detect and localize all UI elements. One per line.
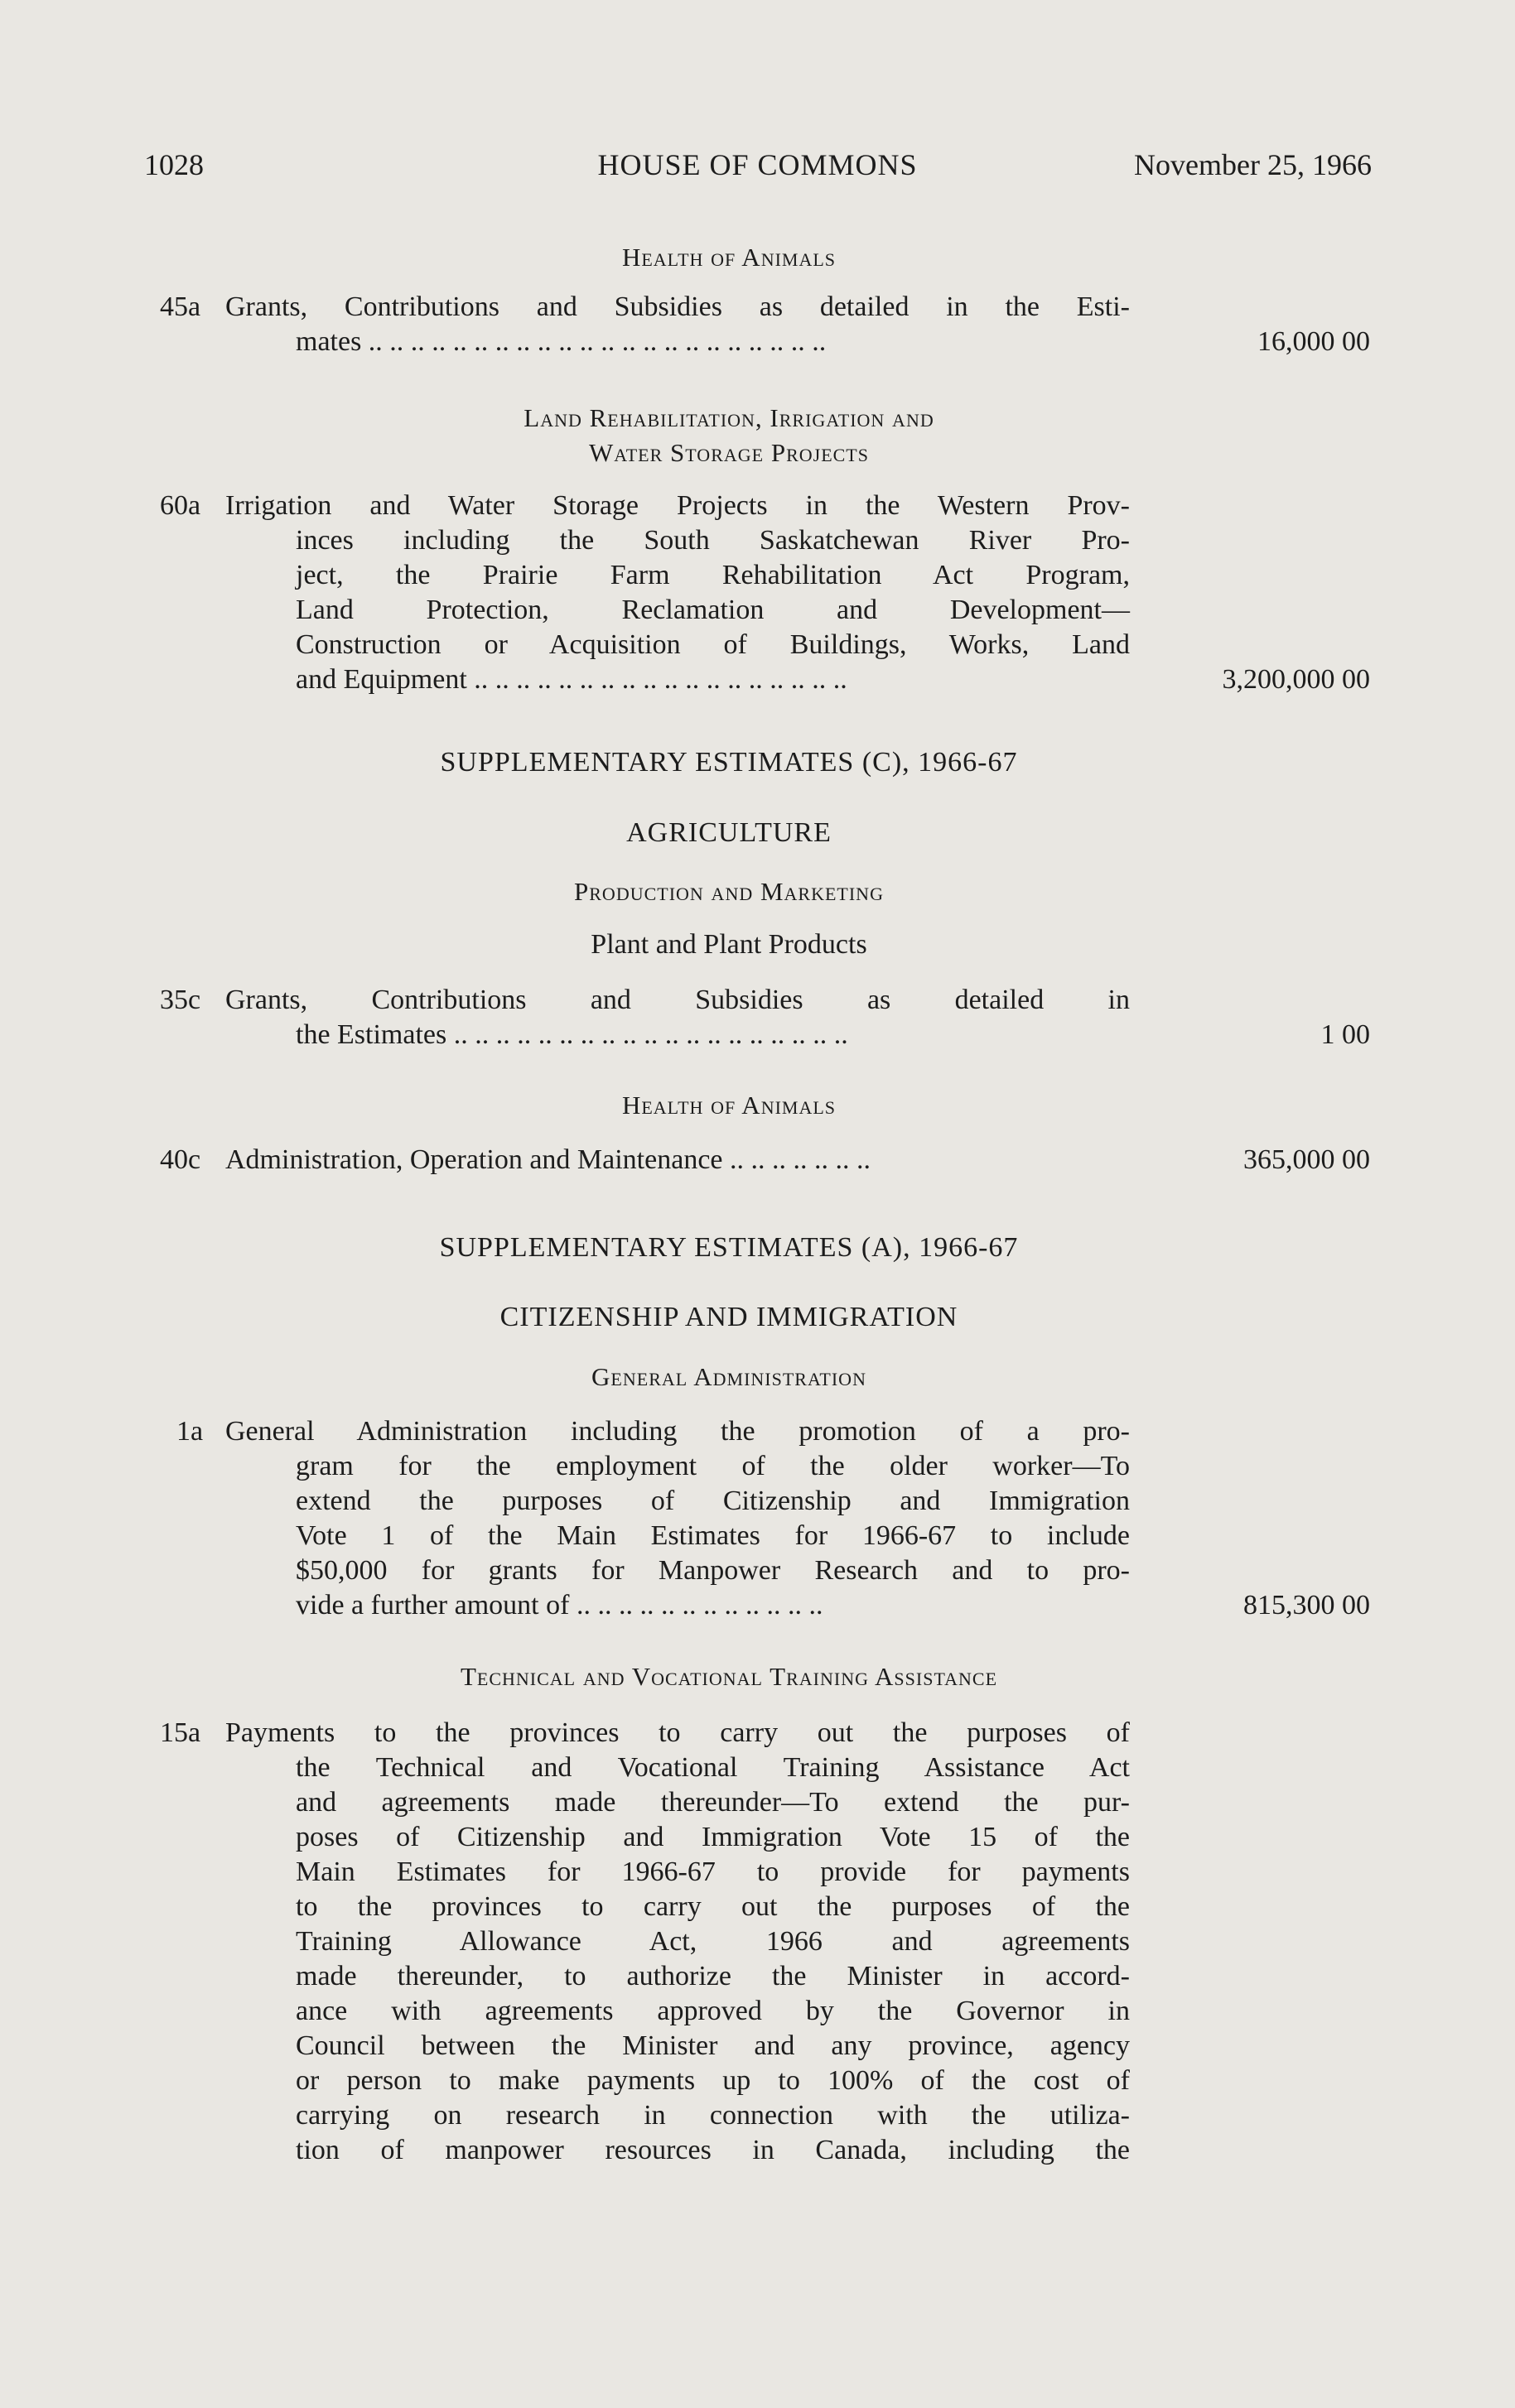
vote-line: vide a further amount of .. .. .. .. .. .. .. .. .. .. .. .. xyxy=(296,1590,823,1621)
vote-number: 40c xyxy=(160,1144,201,1175)
section-heading-citizenship: CITIZENSHIP AND IMMIGRATION xyxy=(499,1302,958,1332)
section-heading-agriculture: AGRICULTURE xyxy=(626,817,832,848)
vote-line: General Administration including the promotion of a pro- xyxy=(225,1416,1130,1447)
vote-line: Council between the Minister and any province, agency xyxy=(296,2030,1130,2061)
vote-line: mates .. .. .. .. .. .. .. .. .. .. .. .. .. .. .. .. .. .. .. .. .. .. xyxy=(296,326,827,357)
vote-number: 1a xyxy=(176,1416,204,1447)
vote-description xyxy=(225,1143,1130,1178)
vote-line: to the provinces to carry out the purposes of the xyxy=(296,1891,1130,1922)
vote-description xyxy=(225,1716,1130,2168)
vote-line: gram for the employment of the older worker—To xyxy=(296,1451,1130,1481)
vote-line: Construction or Acquisition of Buildings, Works, Land xyxy=(296,629,1130,660)
vote-line: inces including the South Saskatchewan River Pro- xyxy=(296,525,1130,556)
vote-description xyxy=(225,290,1130,359)
vote-line: Payments to the provinces to carry out the purposes of xyxy=(225,1717,1130,1748)
vote-description xyxy=(225,489,1130,697)
section-heading-health-of-animals: Health of Animals xyxy=(621,243,837,272)
section-heading-supplementary-c: SUPPLEMENTARY ESTIMATES (C), 1966-67 xyxy=(440,747,1018,778)
section-heading-line: Land Rehabilitation, Irrigation and xyxy=(523,403,934,432)
vote-line: made thereunder, to authorize the Minister in accord- xyxy=(296,1961,1130,1991)
vote-line: and agreements made thereunder—To extend the pur- xyxy=(296,1787,1130,1818)
vote-line: Administration, Operation and Maintenance .. .. .. .. .. .. .. xyxy=(225,1144,871,1175)
vote-line: Vote 1 of the Main Estimates for 1966-67 to include xyxy=(296,1520,1130,1551)
vote-line: Grants, Contributions and Subsidies as detailed in the Esti- xyxy=(225,291,1130,322)
vote-line: $50,000 for grants for Manpower Research and to pro- xyxy=(296,1555,1130,1586)
section-heading-general-administration: General Administration xyxy=(591,1362,866,1391)
vote-line: the Estimates .. .. .. .. .. .. .. .. .. .. .. .. .. .. .. .. .. .. .. xyxy=(296,1019,848,1050)
section-heading-supplementary-a: SUPPLEMENTARY ESTIMATES (A), 1966-67 xyxy=(439,1232,1019,1263)
vote-amount: 815,300 00 xyxy=(1243,1590,1370,1621)
vote-amount: 3,200,000 00 xyxy=(1222,664,1370,695)
page-number: 1028 xyxy=(144,148,204,181)
vote-line: or person to make payments up to 100% of the cost of xyxy=(296,2065,1130,2096)
section-heading-plant-products: Plant and Plant Products xyxy=(591,929,867,960)
vote-line: tion of manpower resources in Canada, including the xyxy=(296,2135,1130,2165)
vote-number: 35c xyxy=(160,985,201,1015)
vote-number: 15a xyxy=(160,1717,201,1748)
vote-number: 45a xyxy=(160,291,201,322)
vote-line: Training Allowance Act, 1966 and agreements xyxy=(296,1926,1130,1957)
vote-amount: 1 00 xyxy=(1320,1019,1370,1050)
vote-line: extend the purposes of Citizenship and Immigration xyxy=(296,1486,1130,1516)
page-title: HOUSE OF COMMONS xyxy=(597,148,918,181)
section-heading-land-rehabilitation xyxy=(315,401,1143,470)
vote-line: Main Estimates for 1966-67 to provide for payments xyxy=(296,1857,1130,1887)
vote-line: the Technical and Vocational Training Assistance Act xyxy=(296,1752,1130,1783)
vote-number: 60a xyxy=(160,490,201,521)
vote-line: poses of Citizenship and Immigration Vote 15 of the xyxy=(296,1822,1130,1852)
vote-description xyxy=(225,983,1130,1052)
section-heading-health-of-animals-2: Health of Animals xyxy=(621,1091,837,1120)
section-heading-technical-vocational: Technical and Vocational Training Assistance xyxy=(460,1662,998,1691)
page-header xyxy=(0,147,1515,189)
vote-line: carrying on research in connection with the utiliza- xyxy=(296,2100,1130,2131)
vote-line: ject, the Prairie Farm Rehabilitation Act Program, xyxy=(296,560,1130,590)
vote-amount: 16,000 00 xyxy=(1257,326,1370,357)
vote-line: ance with agreements approved by the Governor in xyxy=(296,1996,1130,2026)
vote-description xyxy=(225,1414,1130,1623)
vote-line: Grants, Contributions and Subsidies as detailed in xyxy=(225,985,1130,1015)
page-date: November 25, 1966 xyxy=(1134,148,1372,181)
section-heading-production-marketing: Production and Marketing xyxy=(574,877,884,906)
vote-line: Land Protection, Reclamation and Development— xyxy=(296,595,1130,625)
section-heading-line: Water Storage Projects xyxy=(589,438,869,467)
vote-line: and Equipment .. .. .. .. .. .. .. .. .. .. .. .. .. .. .. .. .. .. xyxy=(296,664,847,695)
vote-amount: 365,000 00 xyxy=(1243,1144,1370,1175)
vote-line: Irrigation and Water Storage Projects in the Western Prov- xyxy=(225,490,1130,521)
